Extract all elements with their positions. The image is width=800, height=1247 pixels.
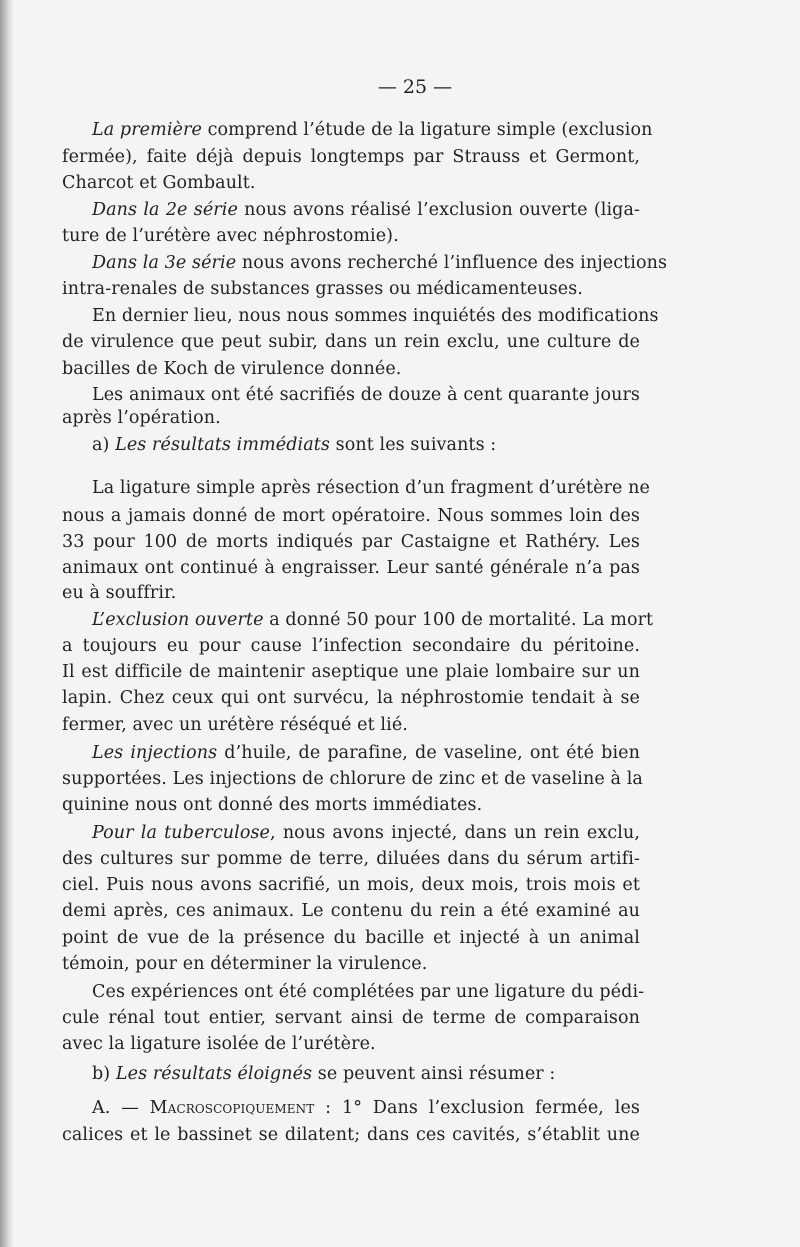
text-line: [92, 609, 654, 631]
text-line: [92, 477, 651, 499]
text-line: [62, 687, 640, 709]
italic-text: Les injections: [92, 743, 218, 763]
text-segment: Charcot et Gombault.: [62, 173, 256, 193]
text-line: [62, 557, 640, 579]
text-segment: se peuvent ainsi résumer :: [312, 1064, 556, 1084]
italic-text: La première: [92, 120, 202, 140]
text-segment: supportées. Les injections de chlorure de zinc et de vaseline à la: [62, 769, 643, 789]
text-line: [62, 661, 640, 683]
text-line: [62, 768, 643, 790]
text-segment: a toujours eu pour cause l’infection secondaire du péritoine.: [62, 636, 640, 656]
text-segment: animaux ont continué à engraisser. Leur santé générale n’a pas: [62, 558, 640, 578]
text-segment: Ces expériences ont été complétées par une ligature du pédi-: [92, 982, 645, 1002]
text-segment: intra-renales de substances grasses ou médicamenteuses.: [62, 279, 584, 299]
text-line: [62, 146, 640, 168]
text-line: [92, 1063, 640, 1085]
text-segment: eu à souffrir.: [62, 583, 177, 603]
text-segment: demi après, ces animaux. Le contenu du rein a été examiné au: [62, 901, 640, 921]
text-segment: bacilles de Koch de virulence donnée.: [62, 359, 402, 379]
page-number-text: — 25 —: [377, 76, 453, 98]
text-line: [92, 742, 640, 764]
text-segment: nous avons réalisé l’exclusion ouverte (liga-: [237, 200, 640, 220]
italic-text: Dans la 3e série: [92, 253, 237, 273]
text-segment: nous avons recherché l’influence des injections: [236, 253, 668, 273]
text-segment: ture de l’urétère avec néphrostomie).: [62, 226, 399, 246]
text-segment: Les animaux ont été sacrifiés de douze à cent quarante jours: [92, 385, 640, 405]
text-segment: A. —: [92, 1098, 150, 1118]
text-segment: 33 pour 100 de morts indiqués par Castaigne et Rathéry. Les: [62, 532, 640, 552]
text-line: [62, 331, 640, 353]
text-line: [62, 953, 640, 975]
italic-text: Les résultats immédiats: [115, 435, 330, 455]
italic-text: Les résultats éloignés: [115, 1064, 313, 1084]
text-line: [62, 225, 640, 247]
text-segment: quinine nous ont donné des morts immédiates.: [62, 795, 483, 815]
text-line: [92, 822, 640, 844]
text-line: [62, 582, 640, 604]
text-line: [62, 927, 640, 949]
text-line: [92, 434, 640, 456]
text-line: [62, 874, 640, 896]
text-segment: a donné 50 pour 100 de mortalité. La mort: [263, 610, 654, 630]
text-segment: a): [92, 435, 116, 455]
text-line: [62, 1124, 640, 1146]
text-segment: d’huile, de parafine, de vaseline, ont été bien: [217, 743, 641, 763]
text-line: [92, 1097, 640, 1119]
text-line: [62, 278, 640, 300]
italic-text: L’exclusion ouverte: [92, 610, 264, 630]
text-segment: témoin, pour en déterminer la virulence.: [62, 954, 428, 974]
text-line: [62, 900, 640, 922]
text-line: [92, 384, 640, 406]
text-line: [62, 358, 640, 380]
text-line: [62, 714, 640, 736]
text-line: [92, 119, 653, 141]
text-segment: sont les suivants :: [329, 435, 497, 455]
text-segment: calices et le bassinet se dilatent; dans ces cavités, s’établit une: [62, 1125, 640, 1145]
text-segment: , nous avons injecté, dans un rein exclu,: [270, 823, 640, 843]
text-segment: En dernier lieu, nous nous sommes inquiétés des modifications: [92, 306, 659, 326]
text-segment: nous a jamais donné de mort opératoire. Nous sommes loin des: [62, 506, 640, 526]
text-line: [62, 1007, 640, 1029]
italic-text: Pour la tuberculose: [92, 823, 271, 843]
text-line: [62, 407, 640, 429]
text-segment: point de vue de la présence du bacille et injecté à un animal: [62, 928, 640, 948]
text-segment: après l’opération.: [62, 408, 221, 428]
text-segment: avec la ligature isolée de l’urétère.: [62, 1034, 376, 1054]
text-segment: des cultures sur pomme de terre, diluées dans du sérum artifi-: [62, 849, 640, 869]
text-segment: fermée), faite déjà depuis longtemps par Strauss et Germont,: [62, 147, 640, 167]
text-line: [92, 305, 659, 327]
text-line: [62, 172, 640, 194]
text-segment: La ligature simple après résection d’un fragment d’urétère ne: [92, 478, 651, 498]
text-segment: de virulence que peut subir, dans un rein exclu, une culture de: [62, 332, 640, 352]
text-segment: Il est difficile de maintenir aseptique une plaie lombaire sur un: [62, 662, 640, 682]
text-line: [62, 531, 640, 553]
text-segment: lapin. Chez ceux qui ont survécu, la néphrostomie tendait à se: [62, 688, 640, 708]
italic-text: Dans la 2e série: [92, 200, 238, 220]
text-line: [62, 794, 640, 816]
text-line: [92, 199, 640, 221]
text-segment: fermer, avec un urétère réséqué et lié.: [62, 715, 408, 735]
text-line: [92, 981, 645, 1003]
small-caps-text: Macroscopiquement: [149, 1098, 315, 1118]
text-line: [62, 635, 640, 657]
text-segment: : 1° Dans l’exclusion fermée, les: [314, 1098, 640, 1118]
text-segment: cule rénal tout entier, servant ainsi de terme de comparaison: [62, 1008, 640, 1028]
text-segment: b): [92, 1064, 116, 1084]
text-line: [62, 848, 640, 870]
text-segment: ciel. Puis nous avons sacrifié, un mois, deux mois, trois mois et: [62, 875, 640, 895]
text-line: [62, 505, 640, 527]
text-segment: comprend l’étude de la ligature simple (exclusion: [201, 120, 653, 140]
text-line: [62, 1033, 640, 1055]
text-line: [92, 252, 668, 274]
page-number: [0, 76, 800, 98]
